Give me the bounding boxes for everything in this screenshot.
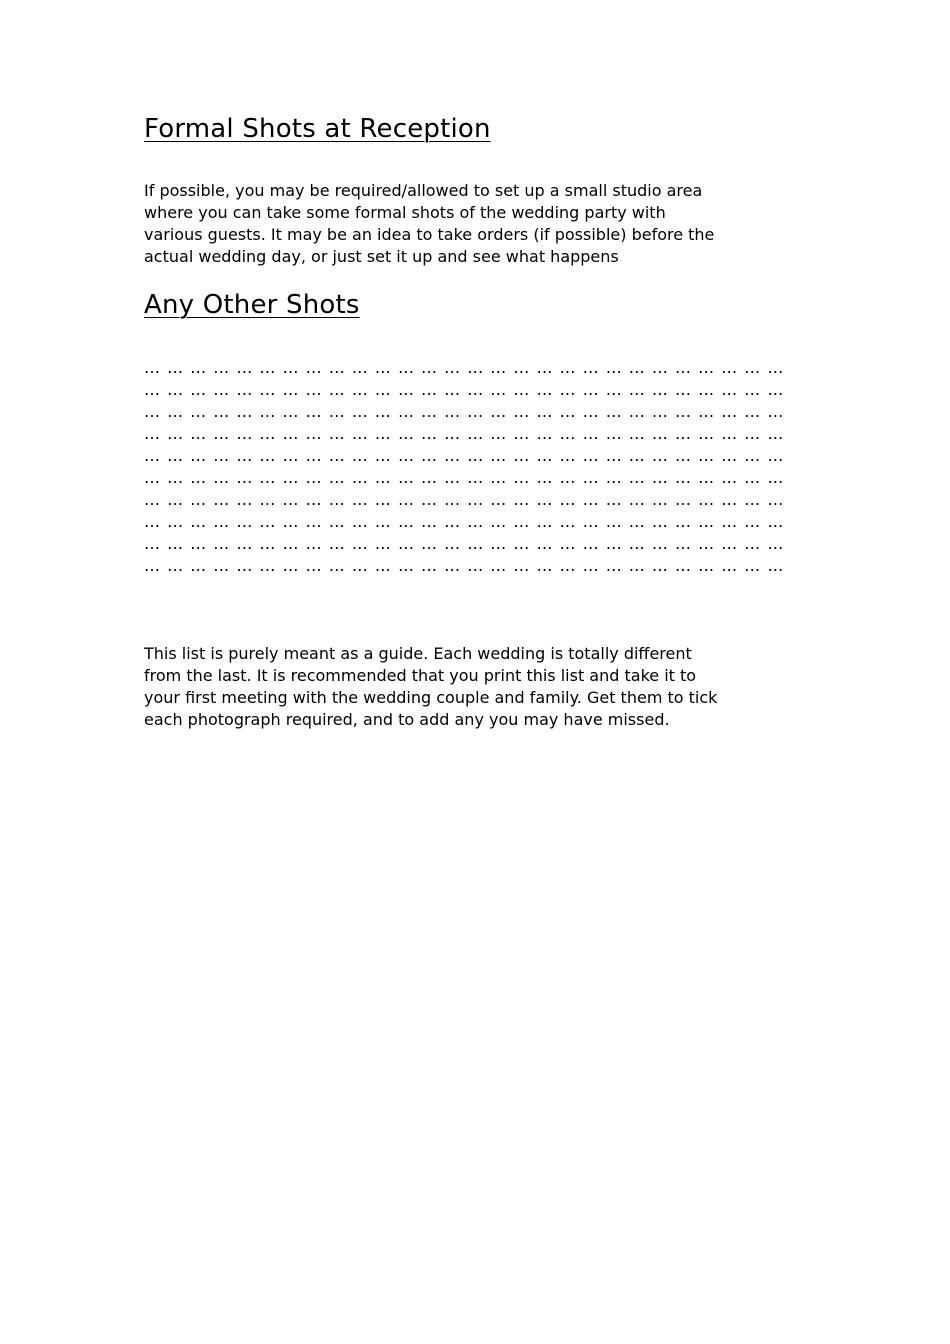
paragraph-line: from the last. It is recommended that you print this list and take it to	[144, 666, 697, 685]
dotted-line: … … … … … … … … … … … … … … … … … … … … … … … … … … … …	[144, 446, 785, 465]
paragraph-line: actual wedding day, or just set it up and see what happens	[144, 247, 619, 266]
dotted-line: … … … … … … … … … … … … … … … … … … … … … … … … … … … …	[144, 490, 785, 509]
dotted-line: … … … … … … … … … … … … … … … … … … … … … … … … … … … …	[144, 358, 785, 377]
dotted-line: … … … … … … … … … … … … … … … … … … … … … … … … … … … …	[144, 380, 785, 399]
dotted-line: … … … … … … … … … … … … … … … … … … … … … … … … … … … …	[144, 402, 785, 421]
dotted-line: … … … … … … … … … … … … … … … … … … … … … … … … … … … …	[144, 424, 785, 443]
fill-in-lines	[144, 357, 784, 577]
paragraph-line: your first meeting with the wedding couple and family. Get them to tick	[144, 688, 718, 707]
dotted-line: … … … … … … … … … … … … … … … … … … … … … … … … … … … …	[144, 468, 785, 487]
paragraph-line: each photograph required, and to add any you may have missed.	[144, 710, 670, 729]
paragraph-line: where you can take some formal shots of the wedding party with	[144, 203, 666, 222]
dotted-line: … … … … … … … … … … … … … … … … … … … … … … … … … … … …	[144, 534, 785, 553]
dotted-line: … … … … … … … … … … … … … … … … … … … … … … … … … … … …	[144, 556, 785, 575]
heading-any-other-shots: Any Other Shots	[144, 290, 360, 320]
paragraph-formal-shots	[144, 180, 714, 268]
paragraph-guide-note	[144, 643, 717, 731]
dotted-line: … … … … … … … … … … … … … … … … … … … … … … … … … … … …	[144, 512, 785, 531]
heading-formal-shots-at-reception: Formal Shots at Reception	[144, 114, 491, 144]
paragraph-line: If possible, you may be required/allowed to set up a small studio area	[144, 181, 703, 200]
paragraph-line: various guests. It may be an idea to take orders (if possible) before the	[144, 225, 715, 244]
paragraph-line: This list is purely meant as a guide. Each wedding is totally different	[144, 644, 692, 663]
